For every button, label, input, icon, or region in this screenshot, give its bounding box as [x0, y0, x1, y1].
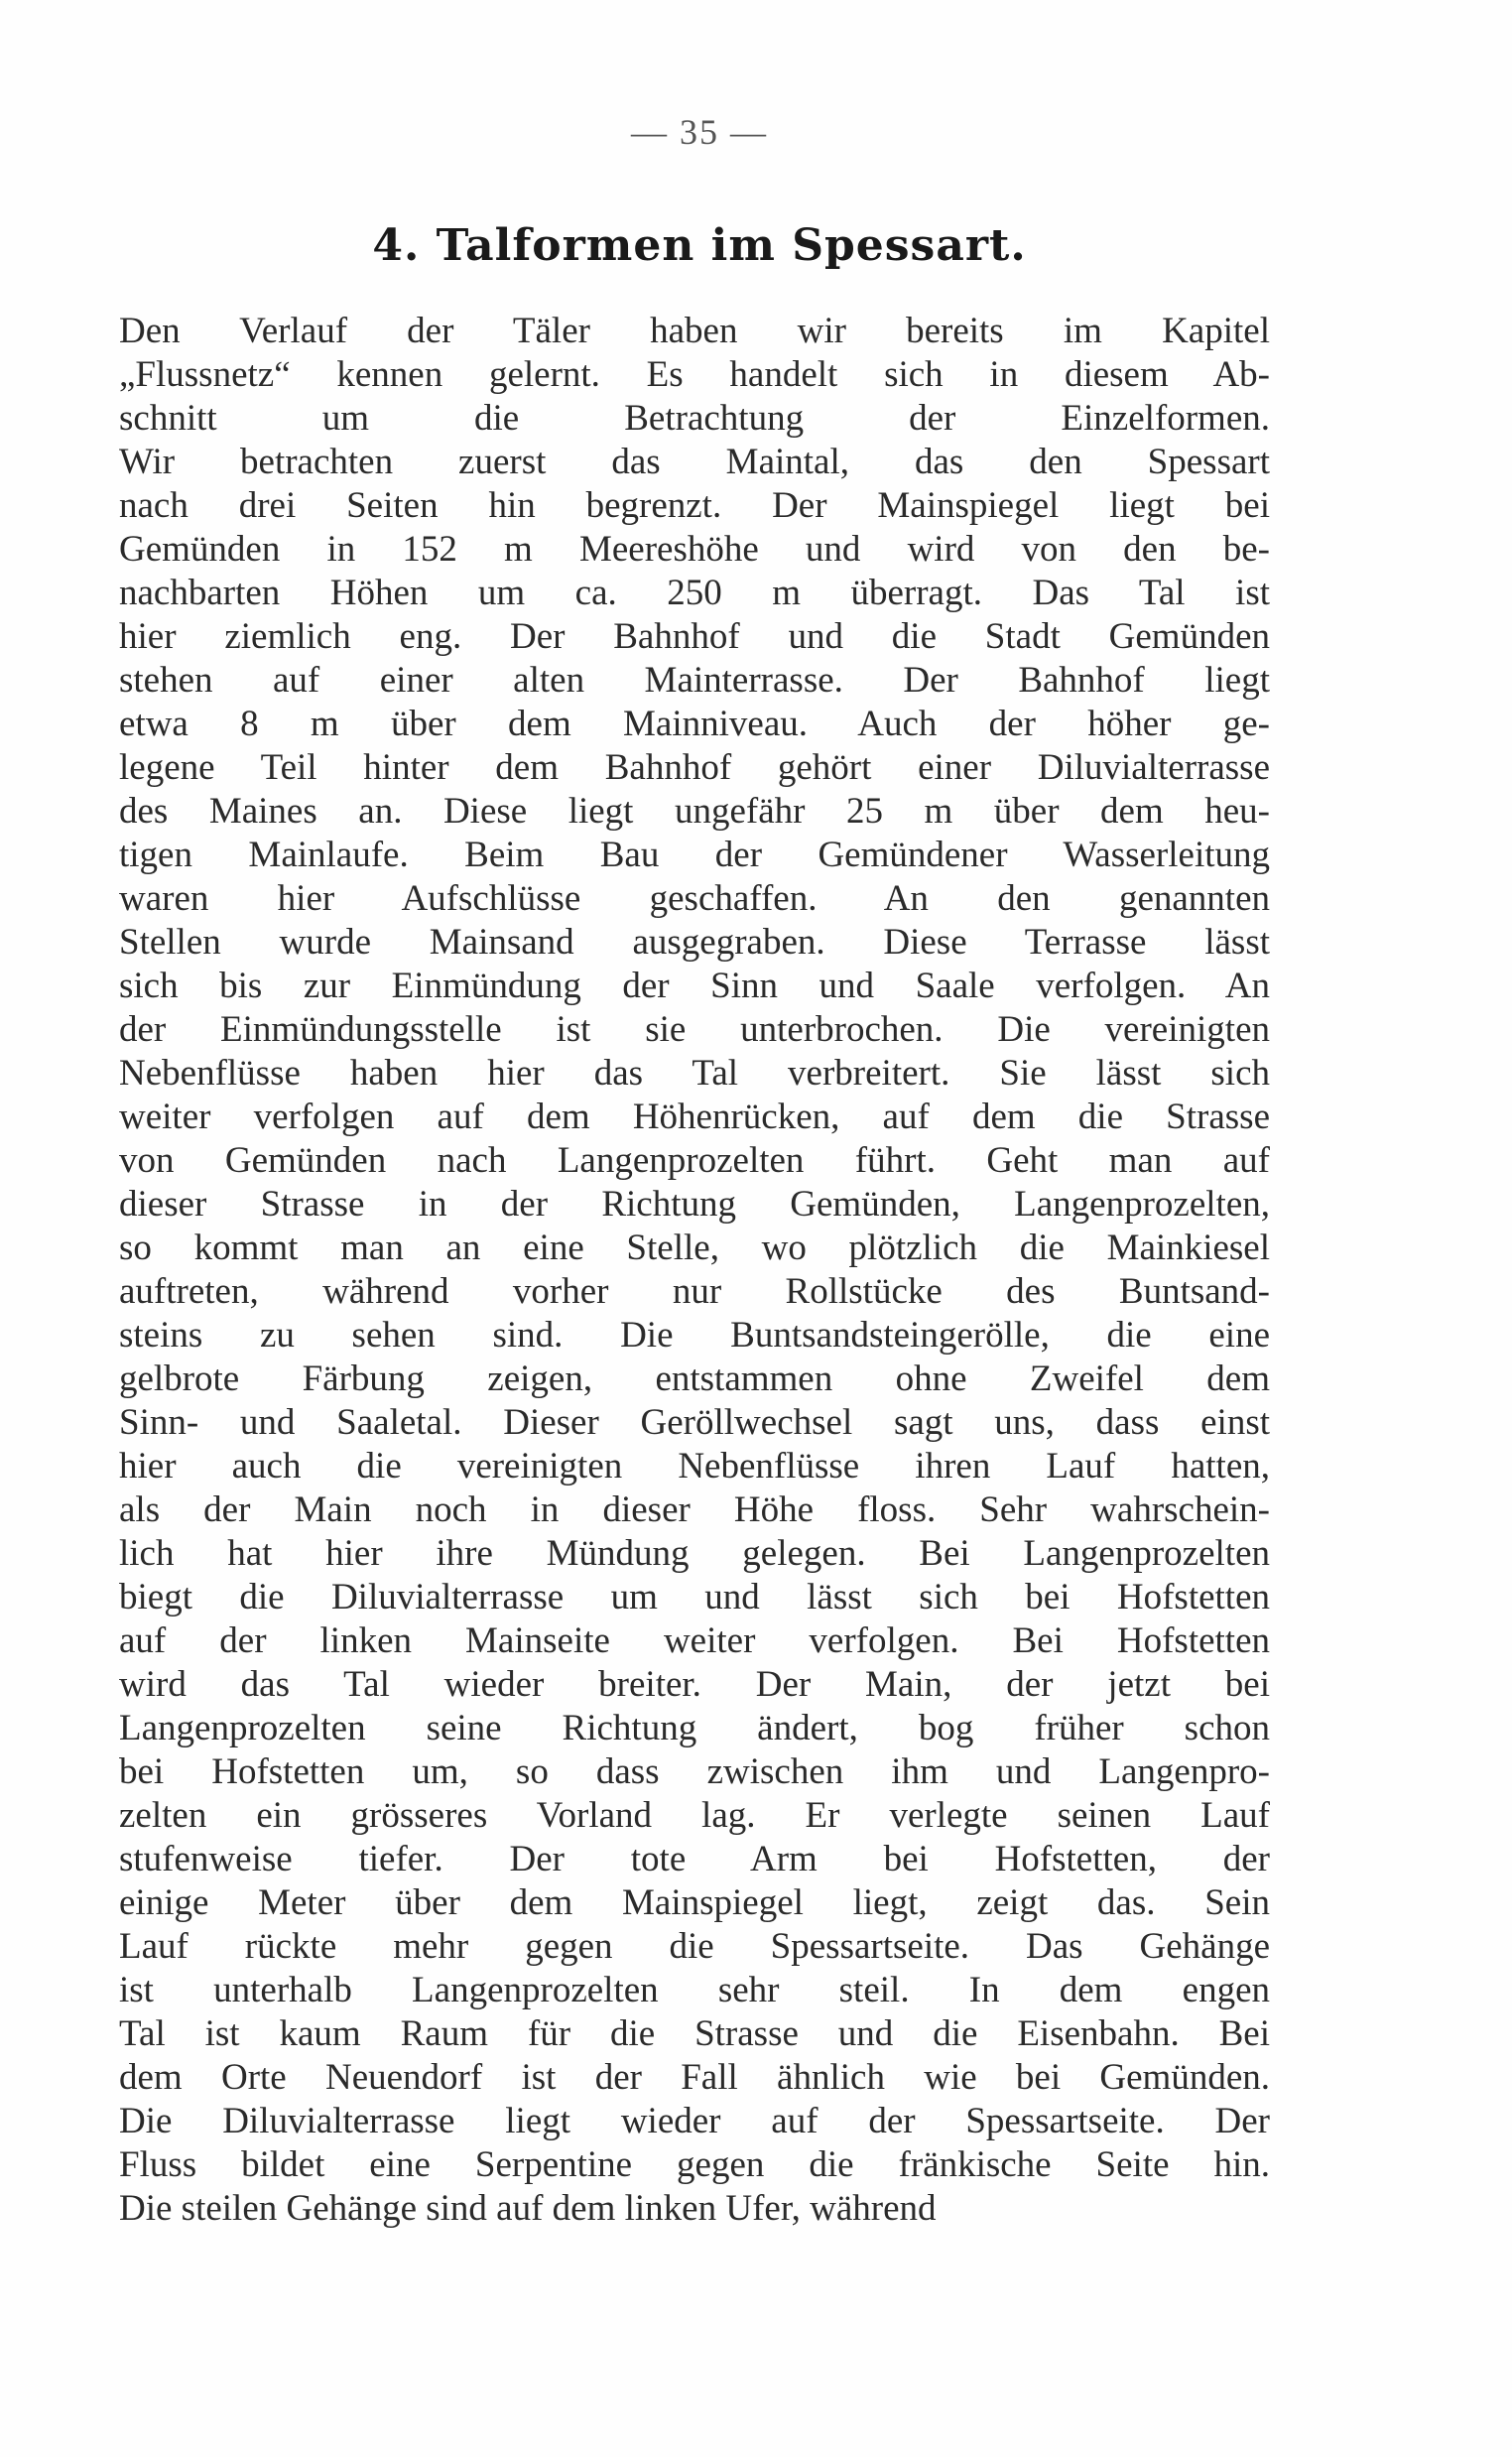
text-line: Langenprozelten seine Richtung ändert, bog früher schon: [119, 1708, 1270, 1748]
text-line: auftreten, während vorher nur Rollstücke des Buntsand-: [119, 1271, 1270, 1312]
text-line: als der Main noch in dieser Höhe floss. Sehr wahrschein-: [119, 1489, 1270, 1530]
text-line: etwa 8 m über dem Mainniveau. Auch der höher ge-: [119, 704, 1270, 744]
text-line: nach drei Seiten hin begrenzt. Der Mainspiegel liegt bei: [119, 485, 1270, 526]
text-line: auf der linken Mainseite weiter verfolgen. Bei Hofstetten: [119, 1620, 1270, 1661]
text-line: schnitt um die Betrachtung der Einzelformen.: [119, 398, 1270, 439]
text-line: „Flussnetz“ kennen gelernt. Es handelt sich in diesem Ab-: [119, 354, 1270, 395]
text-line: von Gemünden nach Langenprozelten führt. Geht man auf: [119, 1140, 1270, 1181]
text-line: lich hat hier ihre Mündung gelegen. Bei Langenprozelten: [119, 1533, 1270, 1574]
text-line: weiter verfolgen auf dem Höhenrücken, auf dem die Strasse: [119, 1097, 1270, 1137]
text-line: hier auch die vereinigten Nebenflüsse ihren Lauf hatten,: [119, 1446, 1270, 1487]
text-line: Sinn- und Saaletal. Dieser Geröllwechsel sagt uns, dass einst: [119, 1402, 1270, 1443]
text-line: gelbrote Färbung zeigen, entstammen ohne Zweifel dem: [119, 1358, 1270, 1399]
text-line: steins zu sehen sind. Die Buntsandsteingerölle, die eine: [119, 1315, 1270, 1356]
text-line: des Maines an. Diese liegt ungefähr 25 m über dem heu-: [119, 791, 1270, 832]
text-line: biegt die Diluvialterrasse um und lässt sich bei Hofstetten: [119, 1577, 1270, 1617]
text-line: bei Hofstetten um, so dass zwischen ihm und Langenpro-: [119, 1751, 1270, 1792]
text-line: stufenweise tiefer. Der tote Arm bei Hofstetten, der: [119, 1839, 1270, 1879]
text-line: Lauf rückte mehr gegen die Spessartseite. Das Gehänge: [119, 1926, 1270, 1967]
text-line: der Einmündungsstelle ist sie unterbrochen. Die vereinigten: [119, 1009, 1270, 1050]
text-line: dieser Strasse in der Richtung Gemünden, Langenprozelten,: [119, 1184, 1270, 1225]
text-line: Gemünden in 152 m Meereshöhe und wird von den be-: [119, 529, 1270, 570]
text-line: wird das Tal wieder breiter. Der Main, der jetzt bei: [119, 1664, 1270, 1705]
text-line: zelten ein grösseres Vorland lag. Er verlegte seinen Lauf: [119, 1795, 1270, 1836]
text-line: waren hier Aufschlüsse geschaffen. An den genannten: [119, 878, 1270, 919]
text-line: Wir betrachten zuerst das Maintal, das den Spessart: [119, 442, 1270, 482]
text-line: Nebenflüsse haben hier das Tal verbreitert. Sie lässt sich: [119, 1053, 1270, 1094]
text-line: Tal ist kaum Raum für die Strasse und die Eisenbahn. Bei: [119, 2013, 1270, 2054]
text-line: Den Verlauf der Täler haben wir bereits im Kapitel: [119, 311, 1270, 351]
text-line: Fluss bildet eine Serpentine gegen die fränkische Seite hin.: [119, 2144, 1270, 2185]
text-line: dem Orte Neuendorf ist der Fall ähnlich wie bei Gemünden.: [119, 2057, 1270, 2098]
text-line: Stellen wurde Mainsand ausgegraben. Diese Terrasse lässt: [119, 922, 1270, 963]
text-line: sich bis zur Einmündung der Sinn und Saale verfolgen. An: [119, 966, 1270, 1006]
text-line: legene Teil hinter dem Bahnhof gehört einer Diluvialterrasse: [119, 747, 1270, 788]
text-line: tigen Mainlaufe. Beim Bau der Gemündener Wasserleitung: [119, 835, 1270, 875]
page-number: — 35 —: [631, 112, 768, 152]
section-heading: 4. Talformen im Spessart.: [372, 220, 1027, 271]
text-line: nachbarten Höhen um ca. 250 m überragt. Das Tal ist: [119, 573, 1270, 613]
body-text: [119, 310, 1270, 2231]
text-line: hier ziemlich eng. Der Bahnhof und die Stadt Gemünden: [119, 616, 1270, 657]
text-line: einige Meter über dem Mainspiegel liegt, zeigt das. Sein: [119, 1882, 1270, 1923]
text-line: Die Diluvialterrasse liegt wieder auf der Spessartseite. Der: [119, 2101, 1270, 2141]
text-line: stehen auf einer alten Mainterrasse. Der Bahnhof liegt: [119, 660, 1270, 701]
text-line: Die steilen Gehänge sind auf dem linken Ufer, während: [119, 2188, 937, 2229]
text-line: so kommt man an eine Stelle, wo plötzlich die Mainkiesel: [119, 1228, 1270, 1268]
text-line: ist unterhalb Langenprozelten sehr steil. In dem engen: [119, 1970, 1270, 2010]
